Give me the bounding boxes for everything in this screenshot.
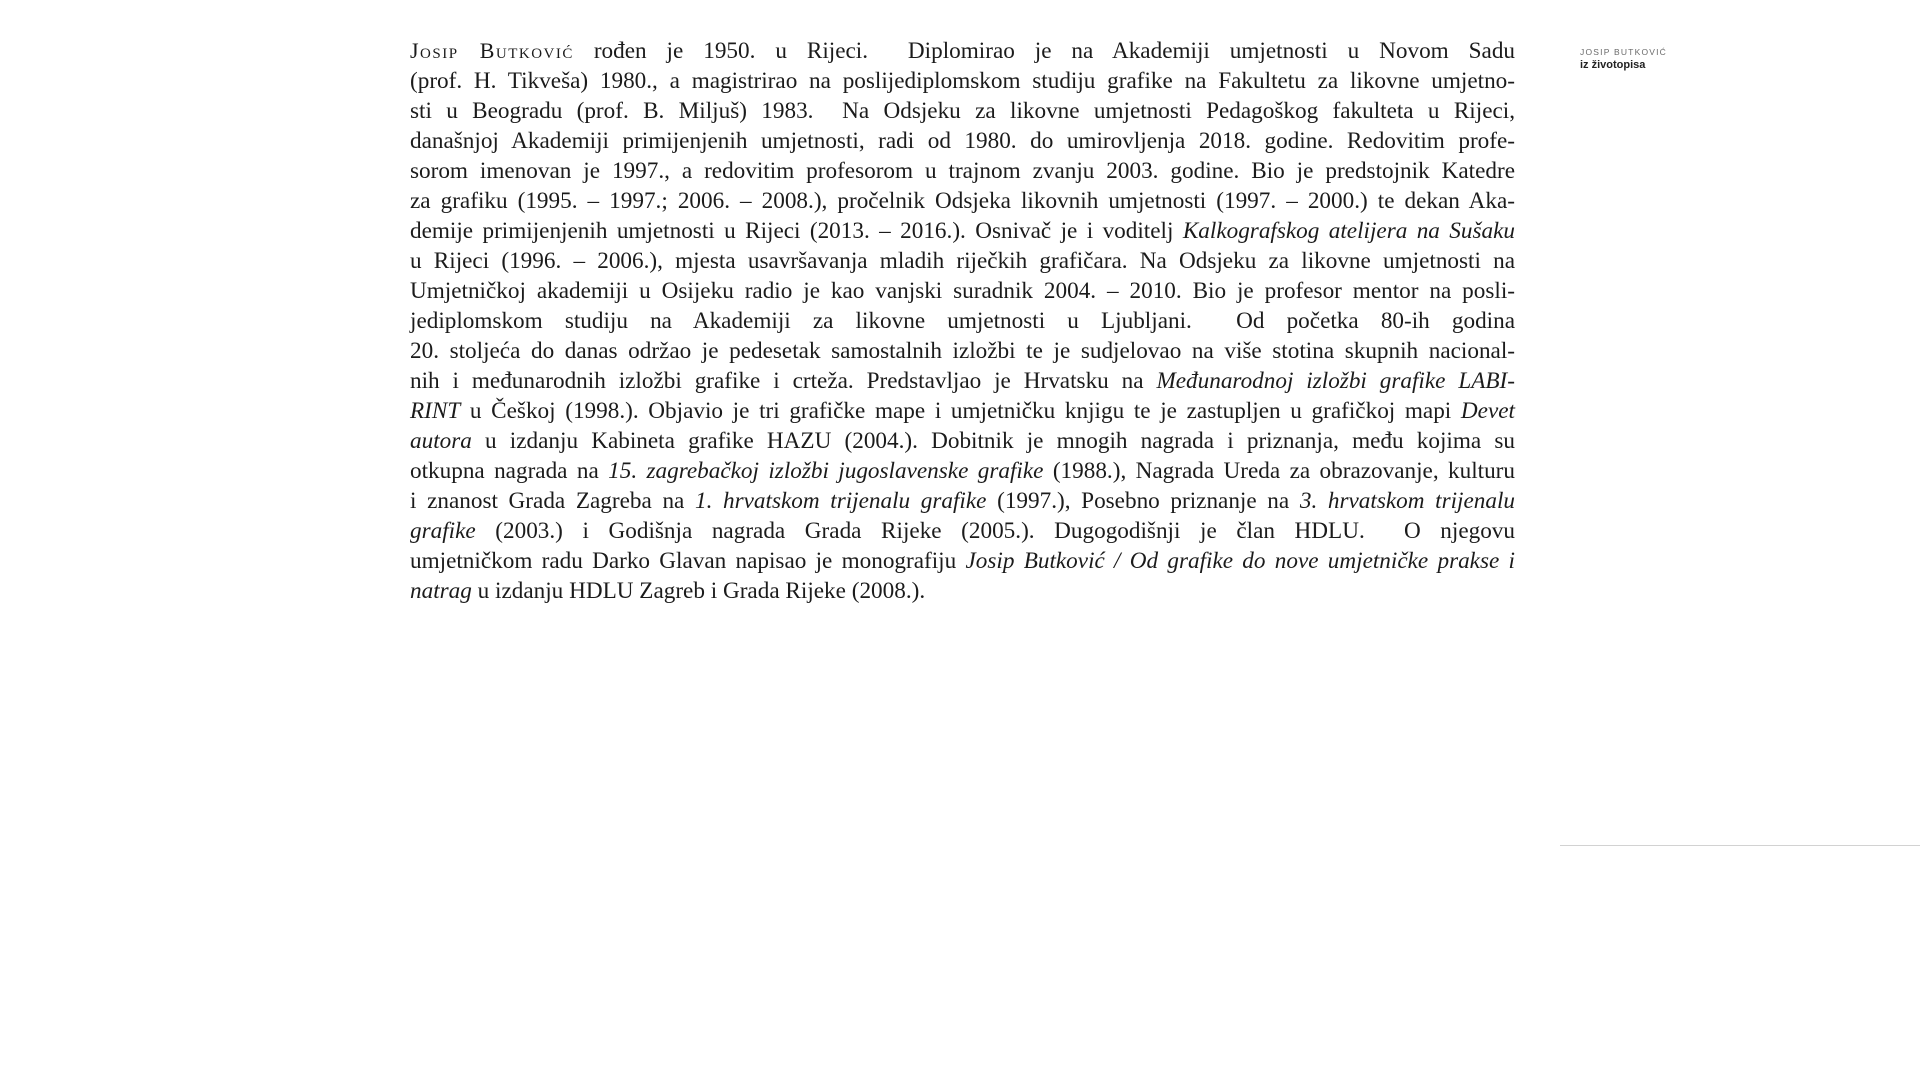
text-line [410, 426, 1515, 456]
text-run: jediplomskom studiju na Akademiji za likovne umjetnosti u Ljubljani. [410, 308, 1192, 334]
text-line [410, 366, 1515, 396]
text-run: današnjoj Akademiji primijenjenih umjetnosti, radi od 1980. do umirovljenja 2018. godine. Redovitim profe- [410, 128, 1515, 154]
italic-title: 1. hrvatskom trijenalu grafike [694, 488, 987, 514]
text-run: u izdanju Kabineta grafike HAZU (2004.). Dobitnik je mnogih nagrada i priznanja, među kojima su [471, 428, 1515, 454]
text-line [410, 336, 1515, 366]
text-line [410, 216, 1515, 246]
italic-title: Josip Butković / Od grafike do nove umjetničke prakse i [965, 548, 1515, 574]
text-line [410, 96, 1515, 126]
text-run: (prof. H. Tikveša) 1980., a magistrirao na poslijediplomskom studiju grafike na Fakultetu za likovne umjetno- [410, 68, 1515, 94]
text-line [410, 36, 1515, 66]
text-line [410, 306, 1515, 336]
text-line [410, 276, 1515, 306]
text-line [410, 396, 1515, 426]
text-run: u Rijeci (1996. – 2006.), mjesta usavršavanja mladih riječkih grafičara. Na Odsjeku za likovne umjetnosti na [410, 248, 1515, 274]
text-run: otkupna nagrada na [410, 458, 609, 484]
italic-title: RINT [410, 398, 461, 424]
author-name: Josip Butković [410, 38, 574, 63]
italic-title: Devet [1460, 398, 1515, 424]
text-run: Umjetničkoj akademiji u Osijeku radio je kao vanjski suradnik 2004. – 2010. Bio je profesor mentor na posli- [410, 278, 1515, 304]
italic-title: 15. zagrebačkoj izložbi jugoslavenske grafike [608, 458, 1044, 484]
italic-title: natrag [410, 578, 472, 604]
text-run: (1988.), Nagrada Ureda za obrazovanje, kulturu [1043, 458, 1515, 484]
text-run: demije primijenjenih umjetnosti u Rijeci (2013. – 2016.). Osnivač je i voditelj [410, 218, 1183, 244]
text-run: nih i međunarodnih izložbi grafike i crteža. Predstavljao je Hrvatsku na [410, 368, 1157, 394]
italic-title: 3. hrvatskom trijenalu [1299, 488, 1515, 514]
divider-line [1560, 845, 1920, 846]
text-line [410, 246, 1515, 276]
text-line [410, 486, 1515, 516]
text-run: Od početka 80-ih godina [1236, 308, 1516, 334]
text-run: (1997.), Posebno priznanje na [986, 488, 1300, 514]
text-run: Diplomirao je na Akademiji umjetnosti u Novom Sadu [907, 38, 1516, 64]
text-line [410, 456, 1515, 486]
italic-title: grafike [410, 518, 476, 544]
text-line [410, 66, 1515, 96]
text-run: za grafiku (1995. – 1997.; 2006. – 2008.), pročelnik Odsjeka likovnih umjetnosti (1997. – 2000.) te dekan Aka- [410, 188, 1515, 214]
text-line [410, 576, 1515, 606]
text-run: rođen je 1950. u Rijeci. [593, 38, 869, 64]
text-run: sorom imenovan je 1997., a redovitim profesorom u trajnom zvanju 2003. godine. Bio je predstojnik Katedre [410, 158, 1515, 184]
biography-text [410, 36, 1515, 606]
italic-title: Međunarodnoj izložbi grafike LABI- [1156, 368, 1515, 394]
text-line [410, 546, 1515, 576]
text-run: u izdanju HDLU Zagreb i Grada Rijeke (2008.). [471, 578, 926, 604]
running-header-author: JOSIP BUTKOVIĆ [1580, 47, 1668, 57]
text-run: i znanost Grada Zagreba na [410, 488, 695, 514]
italic-title: Kalkografskog atelijera na Sušaku [1182, 218, 1515, 244]
text-line [410, 156, 1515, 186]
running-header [1580, 46, 1667, 72]
text-run: umjetničkom radu Darko Glavan napisao je monografiju [410, 548, 966, 574]
text-run: (2003.) i Godišnja nagrada Grada Rijeke (2005.). Dugogodišnji je član HDLU. [475, 518, 1365, 544]
text-run: 20. stoljeća do danas održao je pedesetak samostalnih izložbi te je sudjelovao na više stotina skupnih nacional- [410, 338, 1515, 364]
italic-title: autora [410, 428, 472, 454]
text-line [410, 516, 1515, 546]
text-line [410, 186, 1515, 216]
text-run: O njegovu [1403, 518, 1515, 544]
text-line [410, 126, 1515, 156]
text-run: u Češkoj (1998.). Objavio je tri grafičke mape i umjetničku knjigu te je zastupljen u grafičkoj mapi [460, 398, 1461, 424]
text-run: Na Odsjeku za likovne umjetnosti Pedagoškog fakulteta u Rijeci, [842, 98, 1516, 124]
text-run: sti u Beogradu (prof. B. Miljuš) 1983. [410, 98, 814, 124]
running-header-section: iz životopisa [1580, 59, 1646, 71]
